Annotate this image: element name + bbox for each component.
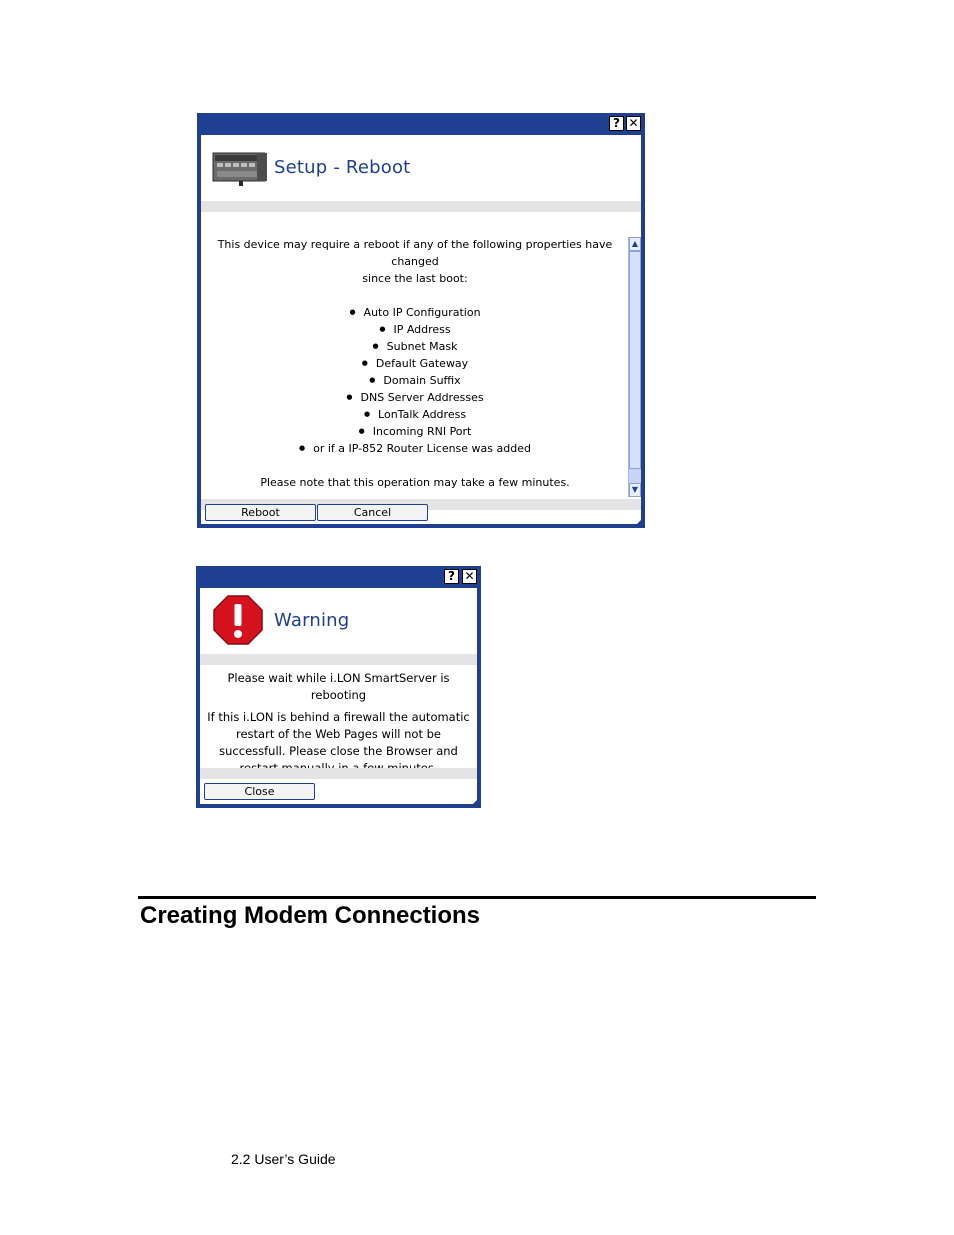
help-icon[interactable]: ? — [444, 569, 459, 584]
warning-dialog-titlebar[interactable] — [196, 566, 481, 586]
list-item: ● Incoming RNI Port — [201, 423, 629, 440]
warning-footer-separator — [200, 768, 477, 779]
warning-stop-icon — [212, 594, 264, 646]
list-item: ● Auto IP Configuration — [201, 304, 629, 321]
warning-header-separator — [200, 654, 477, 665]
resize-grip-icon[interactable] — [633, 516, 645, 528]
reboot-dialog-footer — [201, 506, 641, 524]
list-item: ● Default Gateway — [201, 355, 629, 372]
close-icon[interactable]: ✕ — [462, 569, 477, 584]
warning-dialog-panel — [200, 588, 477, 804]
reboot-property-list — [201, 304, 629, 457]
resize-grip-icon[interactable] — [469, 796, 481, 808]
reboot-scrollbar[interactable] — [628, 237, 641, 497]
warning-dialog-title: Warning — [274, 610, 350, 631]
page-footer: 2.2 User’s Guide — [231, 1151, 336, 1167]
warning-dialog-header — [200, 588, 477, 654]
cancel-button[interactable]: Cancel — [317, 504, 428, 521]
list-item: ● Subnet Mask — [201, 338, 629, 355]
close-icon[interactable]: ✕ — [626, 116, 641, 131]
scroll-up-icon[interactable]: ▲ — [629, 237, 641, 251]
warning-dialog-footer — [200, 779, 477, 803]
list-item: ● LonTalk Address — [201, 406, 629, 423]
section-heading: Creating Modem Connections — [140, 902, 481, 929]
help-icon[interactable]: ? — [609, 116, 624, 131]
list-item: ● or if a IP-852 Router License was added — [201, 440, 629, 457]
list-item: ● DNS Server Addresses — [201, 389, 629, 406]
section-rule — [138, 896, 816, 899]
reboot-intro-line2: since the last boot: — [362, 272, 468, 285]
reboot-header-separator — [201, 201, 641, 212]
device-hardware-icon — [211, 149, 269, 189]
reboot-dialog-panel — [201, 135, 641, 524]
reboot-dialog — [197, 113, 645, 528]
list-item: ● IP Address — [201, 321, 629, 338]
scroll-down-icon[interactable]: ▼ — [629, 483, 641, 497]
warning-line1: Please wait while i.LON SmartServer is rebooting — [227, 671, 450, 702]
warning-dialog — [196, 566, 481, 808]
list-item: ● Domain Suffix — [201, 372, 629, 389]
reboot-dialog-titlebar[interactable] — [197, 113, 645, 133]
scroll-thumb[interactable] — [629, 251, 641, 469]
close-button[interactable]: Close — [204, 783, 315, 800]
warning-message — [200, 670, 477, 777]
warning-line2: If this i.LON is behind a firewall the automatic restart of the Web Pages will not be successfull. Please close the Browser and — [207, 710, 470, 758]
reboot-note: Please note that this operation may take a few minutes. — [260, 476, 570, 489]
reboot-message — [201, 236, 629, 491]
reboot-intro-line1: This device may require a reboot if any of the following properties have changed — [217, 238, 613, 268]
reboot-dialog-header — [201, 135, 641, 201]
reboot-button[interactable]: Reboot — [205, 504, 316, 521]
reboot-dialog-title: Setup - Reboot — [274, 157, 411, 178]
